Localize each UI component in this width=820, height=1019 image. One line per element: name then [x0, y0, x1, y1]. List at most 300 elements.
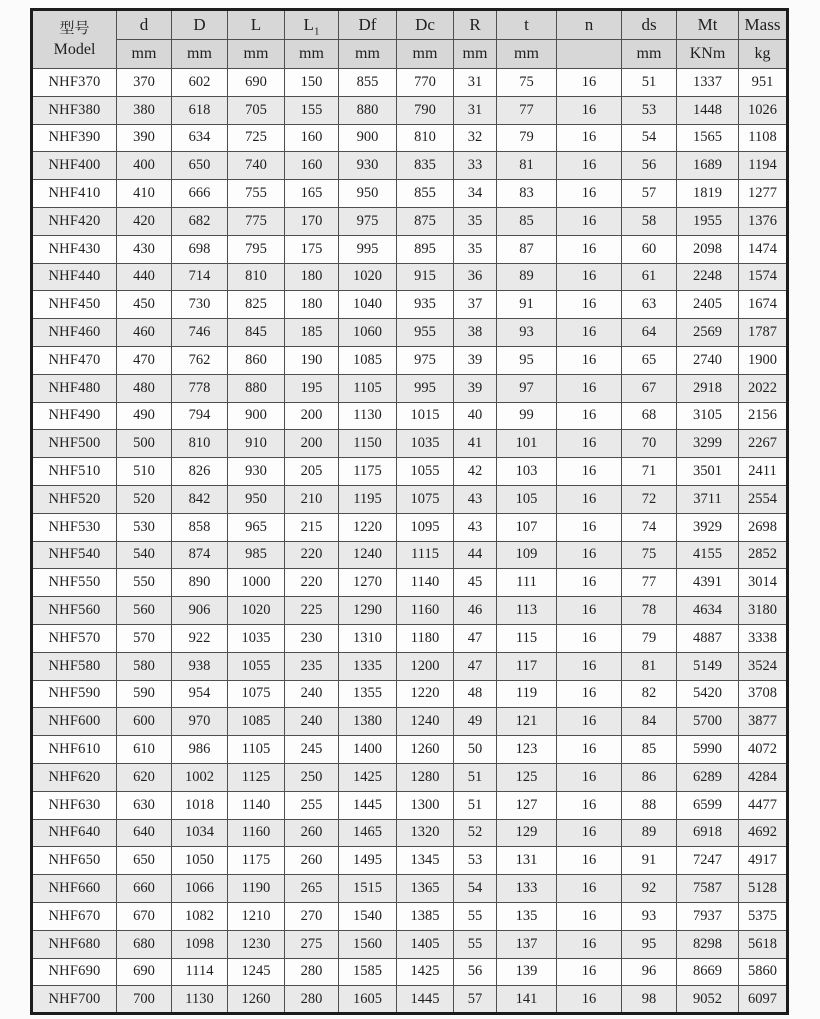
value-cell-l1: 220: [285, 541, 339, 569]
value-cell-df: 1220: [339, 513, 397, 541]
value-cell-d: 762: [172, 346, 228, 374]
value-cell-mt: 2569: [677, 319, 739, 347]
table-row: [32, 96, 788, 124]
value-cell-d: 810: [172, 430, 228, 458]
value-cell-mass: 1674: [739, 291, 788, 319]
value-cell-d: 602: [172, 69, 228, 97]
value-cell-n: 16: [557, 291, 622, 319]
value-cell-d: 450: [117, 291, 172, 319]
value-cell-n: 16: [557, 235, 622, 263]
model-cell: NHF390: [32, 124, 117, 152]
value-cell-t: 113: [497, 597, 557, 625]
value-cell-mass: 2156: [739, 402, 788, 430]
spec-table: [30, 8, 789, 1015]
value-cell-ds: 77: [622, 569, 677, 597]
value-cell-mt: 3501: [677, 458, 739, 486]
value-cell-n: 16: [557, 930, 622, 958]
unit-cell-d: mm: [117, 40, 172, 69]
value-cell-l1: 180: [285, 263, 339, 291]
value-cell-dc: 915: [397, 263, 454, 291]
value-cell-d: 938: [172, 652, 228, 680]
value-cell-ds: 96: [622, 958, 677, 986]
value-cell-mass: 3877: [739, 708, 788, 736]
value-cell-l: 1140: [228, 791, 285, 819]
value-cell-l1: 150: [285, 69, 339, 97]
model-cell: NHF620: [32, 763, 117, 791]
value-cell-r: 43: [454, 513, 497, 541]
value-cell-d: 380: [117, 96, 172, 124]
model-cell: NHF660: [32, 875, 117, 903]
column-header-n: n: [557, 10, 622, 40]
value-cell-t: 87: [497, 235, 557, 263]
value-cell-l: 900: [228, 402, 285, 430]
value-cell-d: 714: [172, 263, 228, 291]
value-cell-ds: 63: [622, 291, 677, 319]
value-cell-l1: 170: [285, 207, 339, 235]
value-cell-ds: 91: [622, 847, 677, 875]
value-cell-r: 55: [454, 902, 497, 930]
table-row: [32, 708, 788, 736]
value-cell-df: 1175: [339, 458, 397, 486]
value-cell-t: 137: [497, 930, 557, 958]
value-cell-n: 16: [557, 541, 622, 569]
value-cell-l: 690: [228, 69, 285, 97]
value-cell-df: 1195: [339, 485, 397, 513]
value-cell-t: 99: [497, 402, 557, 430]
value-cell-r: 47: [454, 624, 497, 652]
value-cell-l1: 280: [285, 986, 339, 1014]
value-cell-dc: 1345: [397, 847, 454, 875]
model-cell: NHF520: [32, 485, 117, 513]
value-cell-t: 105: [497, 485, 557, 513]
value-cell-ds: 93: [622, 902, 677, 930]
value-cell-n: 16: [557, 346, 622, 374]
value-cell-n: 16: [557, 624, 622, 652]
table-row: [32, 652, 788, 680]
value-cell-dc: 855: [397, 180, 454, 208]
value-cell-d: 590: [117, 680, 172, 708]
value-cell-l: 1190: [228, 875, 285, 903]
value-cell-l: 825: [228, 291, 285, 319]
value-cell-df: 1150: [339, 430, 397, 458]
value-cell-l: 1260: [228, 986, 285, 1014]
value-cell-mt: 8298: [677, 930, 739, 958]
value-cell-n: 16: [557, 875, 622, 903]
model-label-en: Model: [53, 40, 96, 58]
value-cell-mass: 2698: [739, 513, 788, 541]
value-cell-d: 410: [117, 180, 172, 208]
value-cell-t: 101: [497, 430, 557, 458]
unit-cell-l: mm: [228, 40, 285, 69]
value-cell-ds: 89: [622, 819, 677, 847]
value-cell-n: 16: [557, 652, 622, 680]
model-cell: NHF500: [32, 430, 117, 458]
value-cell-ds: 70: [622, 430, 677, 458]
table-row: [32, 458, 788, 486]
model-cell: NHF610: [32, 736, 117, 764]
value-cell-t: 127: [497, 791, 557, 819]
value-cell-mt: 8669: [677, 958, 739, 986]
value-cell-l1: 240: [285, 680, 339, 708]
value-cell-mass: 1900: [739, 346, 788, 374]
value-cell-r: 43: [454, 485, 497, 513]
value-cell-mass: 3338: [739, 624, 788, 652]
value-cell-r: 45: [454, 569, 497, 597]
table-row: [32, 263, 788, 291]
value-cell-df: 1585: [339, 958, 397, 986]
value-cell-mass: 4477: [739, 791, 788, 819]
value-cell-d: 460: [117, 319, 172, 347]
value-cell-l: 910: [228, 430, 285, 458]
value-cell-t: 81: [497, 152, 557, 180]
value-cell-n: 16: [557, 96, 622, 124]
value-cell-d: 630: [117, 791, 172, 819]
table-row: [32, 430, 788, 458]
unit-cell-l1: mm: [285, 40, 339, 69]
value-cell-dc: 1015: [397, 402, 454, 430]
value-cell-t: 129: [497, 819, 557, 847]
value-cell-r: 31: [454, 96, 497, 124]
table-row: [32, 513, 788, 541]
value-cell-mass: 1108: [739, 124, 788, 152]
value-cell-d: 778: [172, 374, 228, 402]
value-cell-t: 79: [497, 124, 557, 152]
value-cell-l: 775: [228, 207, 285, 235]
value-cell-df: 880: [339, 96, 397, 124]
value-cell-d: 540: [117, 541, 172, 569]
value-cell-dc: 1180: [397, 624, 454, 652]
value-cell-d: 986: [172, 736, 228, 764]
value-cell-ds: 67: [622, 374, 677, 402]
value-cell-ds: 81: [622, 652, 677, 680]
value-cell-df: 975: [339, 207, 397, 235]
value-cell-r: 40: [454, 402, 497, 430]
column-header-df: Df: [339, 10, 397, 40]
model-cell: NHF450: [32, 291, 117, 319]
table-row: [32, 541, 788, 569]
value-cell-mt: 6289: [677, 763, 739, 791]
value-cell-df: 1290: [339, 597, 397, 625]
value-cell-mass: 5860: [739, 958, 788, 986]
value-cell-dc: 975: [397, 346, 454, 374]
value-cell-t: 133: [497, 875, 557, 903]
value-cell-mass: 2411: [739, 458, 788, 486]
table-row: [32, 958, 788, 986]
value-cell-df: 950: [339, 180, 397, 208]
table-row: [32, 291, 788, 319]
table-row: [32, 819, 788, 847]
value-cell-mass: 4284: [739, 763, 788, 791]
value-cell-d: 600: [117, 708, 172, 736]
value-cell-dc: 1035: [397, 430, 454, 458]
value-cell-mt: 9052: [677, 986, 739, 1014]
value-cell-dc: 875: [397, 207, 454, 235]
value-cell-ds: 92: [622, 875, 677, 903]
value-cell-l: 1055: [228, 652, 285, 680]
value-cell-n: 16: [557, 513, 622, 541]
value-cell-d: 390: [117, 124, 172, 152]
table-row: [32, 736, 788, 764]
value-cell-r: 35: [454, 235, 497, 263]
unit-cell-ds: mm: [622, 40, 677, 69]
value-cell-t: 123: [497, 736, 557, 764]
unit-cell-d: mm: [172, 40, 228, 69]
value-cell-r: 49: [454, 708, 497, 736]
value-cell-ds: 60: [622, 235, 677, 263]
value-cell-l1: 180: [285, 291, 339, 319]
value-cell-ds: 58: [622, 207, 677, 235]
value-cell-ds: 74: [622, 513, 677, 541]
value-cell-n: 16: [557, 680, 622, 708]
table-row: [32, 597, 788, 625]
model-cell: NHF490: [32, 402, 117, 430]
value-cell-l: 740: [228, 152, 285, 180]
value-cell-l1: 190: [285, 346, 339, 374]
value-cell-mass: 1474: [739, 235, 788, 263]
value-cell-df: 1540: [339, 902, 397, 930]
value-cell-t: 141: [497, 986, 557, 1014]
value-cell-d: 620: [117, 763, 172, 791]
value-cell-mass: 6097: [739, 986, 788, 1014]
value-cell-t: 93: [497, 319, 557, 347]
value-cell-d: 906: [172, 597, 228, 625]
value-cell-l: 1160: [228, 819, 285, 847]
model-cell: NHF590: [32, 680, 117, 708]
value-cell-df: 930: [339, 152, 397, 180]
table-row: [32, 346, 788, 374]
value-cell-n: 16: [557, 152, 622, 180]
value-cell-n: 16: [557, 986, 622, 1014]
value-cell-l1: 235: [285, 652, 339, 680]
value-cell-r: 50: [454, 736, 497, 764]
value-cell-l: 1210: [228, 902, 285, 930]
value-cell-l1: 175: [285, 235, 339, 263]
value-cell-l: 705: [228, 96, 285, 124]
value-cell-ds: 75: [622, 541, 677, 569]
value-cell-df: 1105: [339, 374, 397, 402]
value-cell-d: 618: [172, 96, 228, 124]
value-cell-df: 1040: [339, 291, 397, 319]
value-cell-r: 44: [454, 541, 497, 569]
value-cell-r: 57: [454, 986, 497, 1014]
value-cell-t: 89: [497, 263, 557, 291]
value-cell-n: 16: [557, 485, 622, 513]
value-cell-mass: 2554: [739, 485, 788, 513]
value-cell-ds: 98: [622, 986, 677, 1014]
value-cell-r: 37: [454, 291, 497, 319]
value-cell-ds: 51: [622, 69, 677, 97]
value-cell-l: 950: [228, 485, 285, 513]
value-cell-mt: 1819: [677, 180, 739, 208]
value-cell-df: 1335: [339, 652, 397, 680]
value-cell-mass: 3180: [739, 597, 788, 625]
value-cell-d: 650: [172, 152, 228, 180]
value-cell-t: 119: [497, 680, 557, 708]
value-cell-l: 1175: [228, 847, 285, 875]
value-cell-r: 34: [454, 180, 497, 208]
value-cell-mt: 1955: [677, 207, 739, 235]
value-cell-l1: 260: [285, 819, 339, 847]
value-cell-ds: 85: [622, 736, 677, 764]
value-cell-t: 103: [497, 458, 557, 486]
table-row: [32, 319, 788, 347]
value-cell-ds: 56: [622, 152, 677, 180]
value-cell-l1: 215: [285, 513, 339, 541]
value-cell-dc: 1140: [397, 569, 454, 597]
value-cell-mass: 5618: [739, 930, 788, 958]
unit-cell-df: mm: [339, 40, 397, 69]
value-cell-r: 38: [454, 319, 497, 347]
value-cell-dc: 995: [397, 374, 454, 402]
model-cell: NHF580: [32, 652, 117, 680]
value-cell-dc: 1280: [397, 763, 454, 791]
value-cell-d: 580: [117, 652, 172, 680]
value-cell-n: 16: [557, 263, 622, 291]
value-cell-t: 139: [497, 958, 557, 986]
value-cell-r: 39: [454, 374, 497, 402]
column-header-mass: Mass: [739, 10, 788, 40]
value-cell-mt: 3711: [677, 485, 739, 513]
value-cell-d: 680: [117, 930, 172, 958]
value-cell-mt: 5700: [677, 708, 739, 736]
value-cell-n: 16: [557, 958, 622, 986]
value-cell-df: 1495: [339, 847, 397, 875]
value-cell-d: 826: [172, 458, 228, 486]
value-cell-dc: 1240: [397, 708, 454, 736]
value-cell-r: 48: [454, 680, 497, 708]
value-cell-l: 810: [228, 263, 285, 291]
value-cell-d: 1002: [172, 763, 228, 791]
value-cell-d: 570: [117, 624, 172, 652]
value-cell-d: 970: [172, 708, 228, 736]
value-cell-l1: 265: [285, 875, 339, 903]
model-cell: NHF440: [32, 263, 117, 291]
value-cell-t: 77: [497, 96, 557, 124]
value-cell-r: 47: [454, 652, 497, 680]
value-cell-d: 400: [117, 152, 172, 180]
value-cell-mt: 1337: [677, 69, 739, 97]
unit-cell-r: mm: [454, 40, 497, 69]
table-row: [32, 569, 788, 597]
value-cell-r: 46: [454, 597, 497, 625]
value-cell-d: 370: [117, 69, 172, 97]
value-cell-mt: 1689: [677, 152, 739, 180]
table-row: [32, 207, 788, 235]
value-cell-l: 1075: [228, 680, 285, 708]
value-cell-mass: 2852: [739, 541, 788, 569]
value-cell-d: 700: [117, 986, 172, 1014]
unit-cell-mass: kg: [739, 40, 788, 69]
value-cell-dc: 1445: [397, 986, 454, 1014]
value-cell-d: 1066: [172, 875, 228, 903]
value-cell-ds: 64: [622, 319, 677, 347]
value-cell-d: 794: [172, 402, 228, 430]
value-cell-ds: 79: [622, 624, 677, 652]
value-cell-n: 16: [557, 763, 622, 791]
table-row: [32, 791, 788, 819]
value-cell-n: 16: [557, 708, 622, 736]
value-cell-mass: 1026: [739, 96, 788, 124]
value-cell-t: 135: [497, 902, 557, 930]
value-cell-l: 1105: [228, 736, 285, 764]
value-cell-ds: 95: [622, 930, 677, 958]
value-cell-d: 500: [117, 430, 172, 458]
value-cell-mass: 4072: [739, 736, 788, 764]
value-cell-dc: 1115: [397, 541, 454, 569]
value-cell-mt: 6918: [677, 819, 739, 847]
model-cell: NHF460: [32, 319, 117, 347]
value-cell-mt: 7587: [677, 875, 739, 903]
value-cell-mass: 3524: [739, 652, 788, 680]
value-cell-l1: 280: [285, 958, 339, 986]
value-cell-l1: 225: [285, 597, 339, 625]
value-cell-r: 39: [454, 346, 497, 374]
value-cell-mt: 5149: [677, 652, 739, 680]
value-cell-mass: 3014: [739, 569, 788, 597]
header-row-units: [32, 40, 788, 69]
value-cell-d: 1130: [172, 986, 228, 1014]
value-cell-l: 755: [228, 180, 285, 208]
value-cell-l1: 195: [285, 374, 339, 402]
value-cell-d: 440: [117, 263, 172, 291]
value-cell-r: 51: [454, 791, 497, 819]
value-cell-l: 795: [228, 235, 285, 263]
model-cell: NHF370: [32, 69, 117, 97]
value-cell-t: 125: [497, 763, 557, 791]
value-cell-l1: 165: [285, 180, 339, 208]
table-row: [32, 763, 788, 791]
value-cell-d: 490: [117, 402, 172, 430]
value-cell-n: 16: [557, 207, 622, 235]
value-cell-l1: 260: [285, 847, 339, 875]
value-cell-t: 111: [497, 569, 557, 597]
value-cell-dc: 895: [397, 235, 454, 263]
value-cell-r: 36: [454, 263, 497, 291]
value-cell-n: 16: [557, 902, 622, 930]
unit-cell-dc: mm: [397, 40, 454, 69]
unit-cell-n: [557, 40, 622, 69]
value-cell-t: 107: [497, 513, 557, 541]
model-cell: NHF430: [32, 235, 117, 263]
value-cell-l: 880: [228, 374, 285, 402]
value-cell-dc: 1160: [397, 597, 454, 625]
value-cell-dc: 1220: [397, 680, 454, 708]
column-header-l1: $L_1$: [285, 10, 339, 40]
value-cell-mt: 4634: [677, 597, 739, 625]
value-cell-l1: 155: [285, 96, 339, 124]
model-cell: NHF640: [32, 819, 117, 847]
value-cell-d: 682: [172, 207, 228, 235]
model-cell: NHF540: [32, 541, 117, 569]
value-cell-d: 842: [172, 485, 228, 513]
value-cell-mass: 3708: [739, 680, 788, 708]
value-cell-n: 16: [557, 402, 622, 430]
value-cell-mt: 2918: [677, 374, 739, 402]
value-cell-l: 1125: [228, 763, 285, 791]
model-cell: NHF600: [32, 708, 117, 736]
value-cell-l1: 185: [285, 319, 339, 347]
value-cell-r: 31: [454, 69, 497, 97]
value-cell-r: 42: [454, 458, 497, 486]
value-cell-d: 430: [117, 235, 172, 263]
value-cell-n: 16: [557, 319, 622, 347]
model-cell: NHF480: [32, 374, 117, 402]
model-cell: NHF670: [32, 902, 117, 930]
value-cell-mt: 4887: [677, 624, 739, 652]
value-cell-l1: 210: [285, 485, 339, 513]
value-cell-d: 670: [117, 902, 172, 930]
value-cell-t: 109: [497, 541, 557, 569]
